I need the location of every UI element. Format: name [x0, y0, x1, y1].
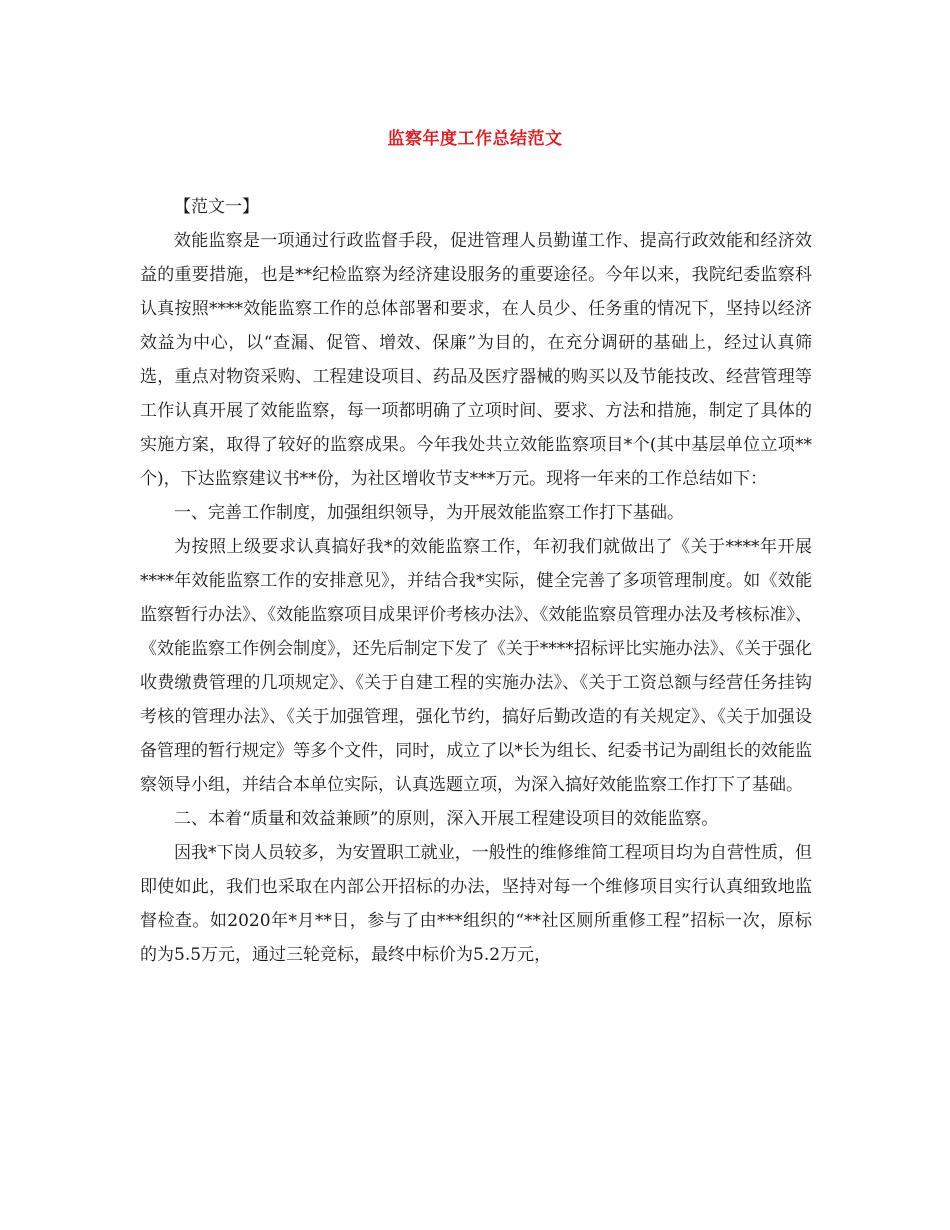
- section-heading: 一、完善工作制度，加强组织领导，为开展效能监察工作打下基础。: [174, 503, 684, 523]
- section-label: 【范文一】: [174, 197, 259, 217]
- document-title: 监察年度工作总结范文: [387, 129, 563, 149]
- body-paragraph: 因我*下岗人员较多，为安置职工就业，一般性的维修维简工程项目均为自营性质，但即使如此，我们也采取在内部公开招标的办法，坚持对每一个维修项目实行认真细致地监督检查。如2020年*月**日，参与了由***组织的“**社区厕所重修工程”招标一次，原标的为5.5万元，通过三轮竞标，最终中标价为5.2万元，: [140, 843, 812, 965]
- document-body: [140, 190, 812, 972]
- section-heading: 二、本着“质量和效益兼顾”的原则，深入开展工程建设项目的效能监察。: [174, 809, 719, 829]
- body-paragraph: 效能监察是一项通过行政监督手段，促进管理人员勤谨工作、提高行政效能和经济效益的重要措施，也是**纪检监察为经济建设服务的重要途径。今年以来，我院纪委监察科认真按照****效能监察工作的总体部署和要求，在人员少、任务重的情况下，坚持以经济效益为中心，以“查漏、促管、增效、保廉”为目的，在充分调研的基础上，经过认真筛选，重点对物资采购、工程建设项目、药品及医疗器械的购买以及节能技改、经营管理等工作认真开展了效能监察，每一项都明确了立项时间、要求、方法和措施，制定了具体的实施方案，取得了较好的监察成果。今年我处共立效能监察项目*个(其中基层单位立项**个)，下达监察建议书**份，为社区增收节支***万元。现将一年来的工作总结如下：: [140, 231, 812, 489]
- body-paragraph: 为按照上级要求认真搞好我*的效能监察工作，年初我们就做出了《关于****年开展****年效能监察工作的安排意见》，并结合我*实际，健全完善了多项管理制度。如《效能监察暂行办法》、《效能监察项目成果评价考核办法》、《效能监察员管理办法及考核标准》、《效能监察工作例会制度》，还先后制定下发了《关于****招标评比实施办法》、《关于强化收费缴费管理的几项规定》、《关于自建工程的实施办法》、《关于工资总额与经营任务挂钩考核的管理办法》、《关于加强管理，强化节约，搞好后勤改造的有关规定》、《关于加强设备管理的暂行规定》等多个文件，同时，成立了以*长为组长、纪委书记为副组长的效能监察领导小组，并结合本单位实际，认真选题立项，为深入搞好效能监察工作打下了基础。: [140, 537, 812, 795]
